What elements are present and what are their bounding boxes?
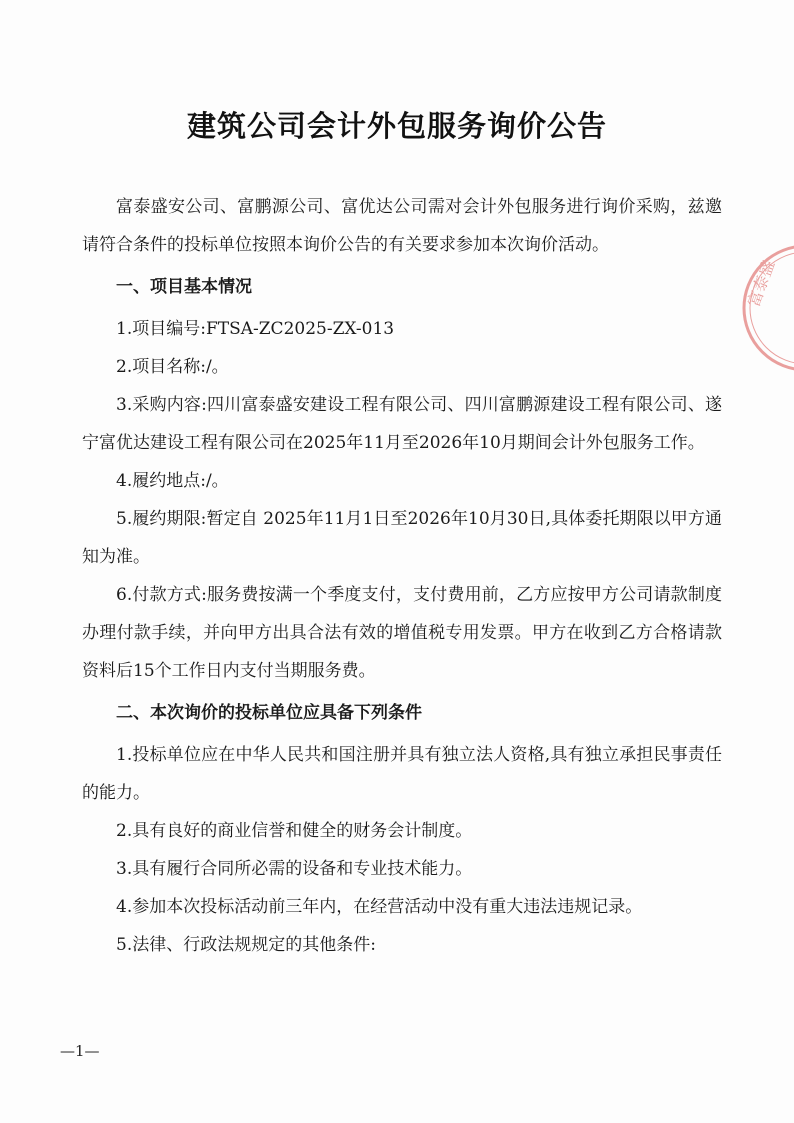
company-seal-stamp — [736, 238, 794, 378]
section-heading-1: 一、项目基本情况 — [116, 277, 252, 297]
page-number: —1— — [60, 1042, 100, 1060]
section2-item-3: 3.具有履行合同所必需的设备和专业技术能力。 — [116, 859, 473, 879]
section1-item-2: 2.项目名称:/。 — [116, 357, 229, 377]
section1-item-6: 6.付款方式:服务费按满一个季度支付，支付费用前，乙方应按甲方公司请款制度办理付款手续，并向甲方出具合法有效的增值税专用发票。甲方在收到乙方合格请款资料后15个工作日内支付当期服务费。 — [82, 585, 722, 681]
document-title: 建筑公司会计外包服务询价公告 — [186, 109, 607, 143]
section2-item-1: 1.投标单位应在中华人民共和国注册并具有独立法人资格,具有独立承担民事责任的能力。 — [82, 745, 722, 803]
section-heading-2: 二、本次询价的投标单位应具备下列条件 — [116, 703, 422, 723]
section1-item-1: 1.项目编号:FTSA-ZC2025-ZX-013 — [116, 319, 395, 339]
section2-item-5: 5.法律、行政法规规定的其他条件: — [116, 935, 376, 955]
section1-item-5: 5.履约期限:暂定自 2025年11月1日至2026年10月30日,具体委托期限以甲方通知为准。 — [82, 509, 722, 567]
document-body — [82, 188, 722, 964]
section1-item-4: 4.履约地点:/。 — [116, 471, 229, 491]
section1-item-3: 3.采购内容:四川富泰盛安建设工程有限公司、四川富鹏源建设工程有限公司、遂宁富优达建设工程有限公司在2025年11月至2026年10月期间会计外包服务工作。 — [82, 395, 722, 453]
intro-paragraph: 富泰盛安公司、富鹏源公司、富优达公司需对会计外包服务进行询价采购，兹邀请符合条件的投标单位按照本询价公告的有关要求参加本次询价活动。 — [82, 197, 722, 255]
section2-item-4: 4.参加本次投标活动前三年内，在经营活动中没有重大违法违规记录。 — [116, 897, 643, 917]
section2-item-2: 2.具有良好的商业信誉和健全的财务会计制度。 — [116, 821, 473, 841]
seal-text: 富泰盛 — [743, 257, 779, 310]
